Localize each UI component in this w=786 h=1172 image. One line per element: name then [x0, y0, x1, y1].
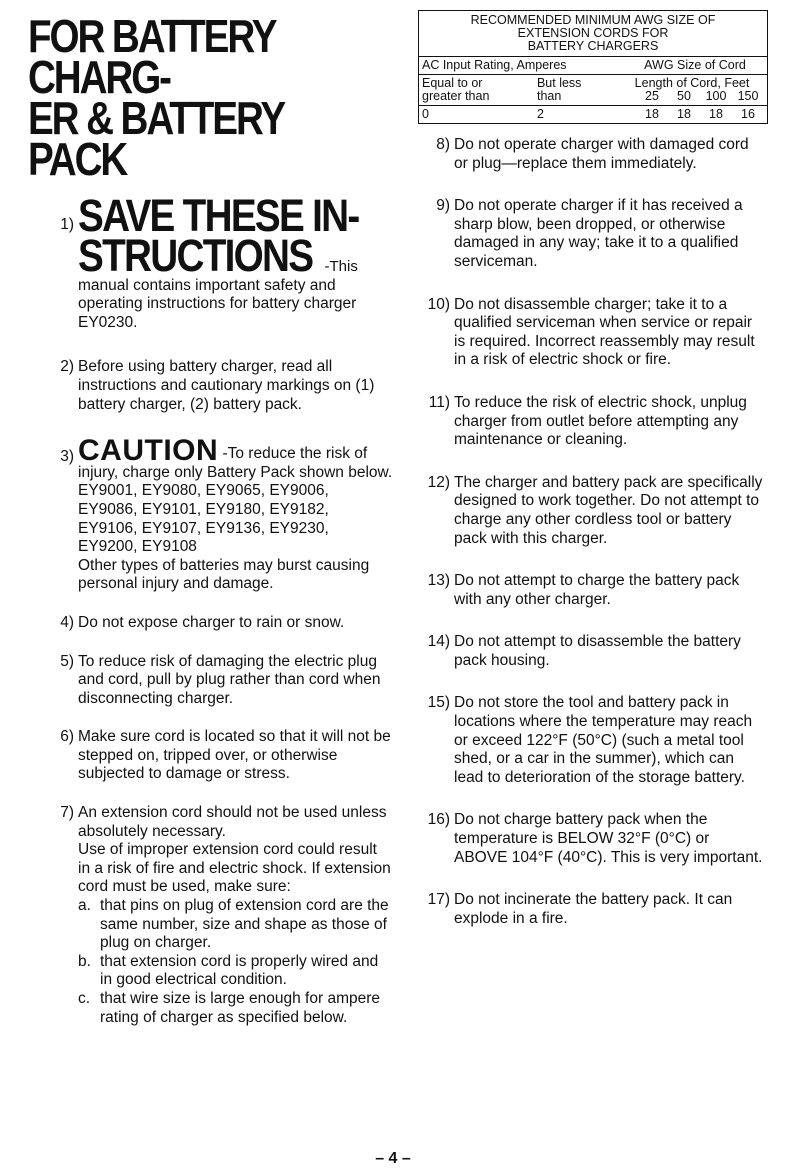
less-than-line-2: than [536, 89, 562, 103]
item-number: 14) [427, 633, 450, 651]
amps-from-cell: 0 [422, 107, 429, 121]
subitem-letter: a. [78, 897, 91, 915]
awg-size-25: 18 [645, 107, 659, 121]
instruction-1-text: manual contains important safety and operating instructions for battery charger EY0230. [78, 276, 357, 331]
item-number: 13) [427, 572, 450, 590]
item-number: 1) [60, 216, 74, 233]
instruction-16 [418, 811, 766, 867]
item-number: 16) [427, 811, 450, 829]
length-25: 25 [645, 89, 659, 103]
save-instructions-heading-2: STRUCTIONS [78, 230, 313, 281]
instruction-12 [418, 474, 766, 548]
save-instructions-heading-line-2 [78, 230, 393, 281]
instruction-9-text: Do not operate charger if it has received a sharp blow, been dropped, or otherwise damaged in any way; take it to a qualified serviceman. [454, 197, 743, 270]
instruction-4-text: Do not expose charger to rain or snow. [78, 613, 345, 631]
length-150: 150 [737, 89, 759, 103]
instruction-14-text: Do not attempt to disassemble the battery pack housing. [454, 633, 741, 669]
instruction-15-text: Do not store the tool and battery pack in locations where the temperature may reach or exceed 122°F (50°C) (such a metal tool shed, or a car in the summer), which can lead to deterioration of the storage battery. [454, 694, 753, 786]
instruction-3 [28, 434, 393, 594]
subitem-b [78, 953, 393, 990]
subitem-a [78, 897, 393, 953]
subitem-a-text: that pins on plug of extension cord are the same number, size and shape as those of plug on charger. [100, 897, 389, 952]
cord-length-values [620, 90, 764, 103]
instruction-11-text: To reduce the risk of electric shock, unplug charger from outlet before attempting any maintenance or cleaning. [454, 393, 747, 449]
battery-models-line-3: EY9106, EY9107, EY9136, EY9230, [78, 519, 329, 537]
awg-size-150: 16 [741, 107, 755, 121]
instruction-5-text: To reduce risk of damaging the electric plug and cord, pull by plug rather than cord when disconnecting charger. [78, 652, 381, 707]
instruction-7 [28, 804, 393, 1027]
item-number: 15) [427, 694, 450, 712]
caution-heading: CAUTION [78, 434, 219, 468]
instruction-10-text: Do not disassemble charger; take it to a qualified serviceman when service or repair is required. Incorrect reassembly may result in a risk of electric shock or fire. [454, 295, 755, 369]
instruction-9 [418, 197, 766, 271]
instruction-2-text: Before using battery charger, read all instructions and cautionary markings on (1) battery charger, (2) battery pack. [78, 358, 375, 413]
awg-table [418, 10, 768, 124]
page-title [28, 10, 389, 185]
item-number: 4) [60, 613, 74, 631]
instruction-10 [418, 296, 766, 370]
awg-size-cells [617, 106, 767, 123]
awg-table-title [419, 11, 767, 57]
item-number: 17) [427, 891, 450, 909]
awg-size-header: AWG Size of Cord [644, 58, 746, 72]
left-column [28, 10, 393, 1027]
ac-input-rating-header: AC Input Rating, Amperes [422, 58, 567, 72]
subitem-c-text: that wire size is large enough for ampere rating of charger as specified below. [100, 990, 381, 1026]
item-number: 6) [60, 728, 74, 746]
subitem-letter: b. [78, 952, 91, 970]
equal-greater-line-1: Equal to or [422, 76, 483, 90]
item-number: 3) [60, 448, 74, 466]
item-number: 8) [436, 136, 450, 153]
caution-text: -To reduce the risk of injury, charge only Battery Pack shown below. [78, 445, 393, 481]
instruction-7-text-1: An extension cord should not be used unless absolutely necessary. [78, 804, 387, 840]
amps-to-cell: 2 [536, 107, 544, 121]
battery-models-line-4: EY9200, EY9108 [78, 538, 197, 556]
awg-title-line-1: RECOMMENDED MINIMUM AWG SIZE OF [470, 13, 716, 27]
battery-models-line-2: EY9086, EY9101, EY9180, EY9182, [78, 500, 329, 518]
awg-title-line-2: EXTENSION CORDS FOR [517, 26, 669, 40]
item-number: 10) [427, 295, 450, 313]
caution-warning: Other types of batteries may burst causing personal injury and damage. [78, 556, 370, 593]
title-line-2: ER & BATTERY PACK [28, 92, 284, 185]
instruction-5 [28, 653, 393, 709]
save-instructions-heading: SAVE THESE IN- [78, 190, 359, 241]
equal-greater-line-2: greater than [422, 89, 490, 103]
instruction-12-text: The charger and battery pack are specifically designed to work together. Do not attempt to charge any other cordless tool or battery pack with this charger. [454, 473, 763, 547]
instruction-2 [28, 358, 393, 414]
awg-header-row [419, 57, 767, 75]
instruction-15 [418, 694, 766, 787]
subitem-letter: c. [78, 990, 91, 1007]
cord-length-header [617, 75, 767, 105]
equal-greater-header [419, 75, 534, 105]
awg-data-row [419, 106, 767, 123]
item-number: 5) [60, 652, 74, 670]
instruction-6 [28, 728, 393, 784]
instruction-8 [418, 136, 766, 173]
page-number: – 4 – [375, 1150, 411, 1167]
instruction-11 [418, 394, 766, 450]
item-number: 2) [60, 358, 74, 376]
item-number: 12) [427, 473, 450, 491]
instruction-7-text-2: Use of improper extension cord could result in a risk of fire and electric shock. If extension cord must be used, make sure: [78, 841, 391, 896]
instruction-17 [418, 891, 766, 928]
instruction-1 [28, 190, 393, 332]
instruction-3-intro [78, 434, 393, 482]
awg-title-line-3: BATTERY CHARGERS [527, 39, 659, 53]
save-instructions-tail: -This [324, 258, 358, 275]
cord-length-label: Length of Cord, Feet [634, 76, 750, 90]
item-number: 11) [428, 393, 450, 411]
instruction-6-text: Make sure cord is located so that it will not be stepped on, tripped over, or otherwise subjected to damage or stress. [78, 728, 391, 783]
instruction-14 [418, 633, 766, 670]
item-number: 9) [436, 197, 450, 215]
less-than-line-1: But less [536, 76, 582, 90]
instruction-16-text: Do not charge battery pack when the temperature is BELOW 32°F (0°C) or ABOVE 104°F (40°C). This is very important. [454, 811, 763, 866]
awg-size-50: 18 [677, 107, 691, 121]
battery-models-line-1: EY9001, EY9080, EY9065, EY9006, [78, 482, 329, 500]
less-than-header [534, 75, 617, 105]
instruction-8-text: Do not operate charger with damaged cord or plug—replace them immediately. [454, 136, 749, 172]
instruction-13 [418, 572, 766, 609]
subitem-b-text: that extension cord is properly wired and in good electrical condition. [100, 952, 379, 989]
length-100: 100 [705, 89, 727, 103]
instruction-13-text: Do not attempt to charge the battery pack with any other charger. [454, 572, 740, 608]
item-number: 7) [60, 804, 74, 822]
right-column [418, 10, 766, 928]
instruction-17-text: Do not incinerate the battery pack. It can explode in a fire. [454, 891, 733, 927]
subitem-c [78, 990, 393, 1027]
awg-size-100: 18 [709, 107, 723, 121]
title-line-1: FOR BATTERY CHARG- [28, 10, 275, 103]
awg-subheader-row [419, 75, 767, 106]
length-50: 50 [677, 89, 691, 103]
instruction-4 [28, 614, 393, 633]
